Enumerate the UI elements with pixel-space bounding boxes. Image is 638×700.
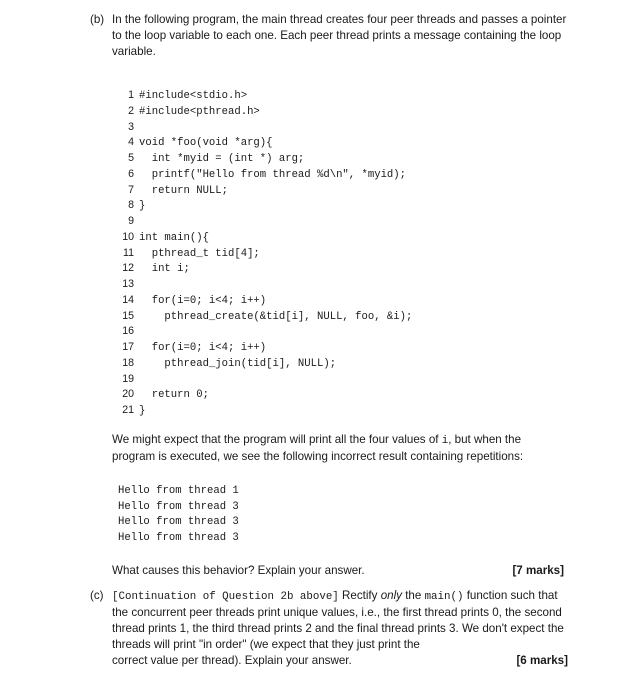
program-output [118,484,239,546]
code-text: return NULL; [139,184,229,197]
code-line [118,403,412,419]
code-text: int *myid = (int *) arg; [139,153,305,165]
code-text: pthread_create(&tid[i], NULL, foo, &i); [139,310,413,323]
main-function-name: main() [424,591,464,603]
question-c-marks: [6 marks] [516,654,568,667]
line-number: 3 [128,120,134,133]
question-b-prompt-row [112,563,564,579]
line-number: 4 [128,136,134,149]
output-line: Hello from thread 1 [118,485,239,497]
line-number: 9 [128,215,134,227]
line-number: 5 [128,152,134,164]
line-number: 21 [122,404,134,416]
question-b-intro [90,12,570,60]
code-line [118,293,412,309]
code-line [118,277,412,293]
question-b-text: In the following program, the main thread creates four peer threads and passes a pointer to the loop variable to each one. Each peer thread prints a message containing the loop variable. [112,13,567,58]
code-text: for(i=0; i<4; i++) [139,294,267,307]
code-line [118,167,412,183]
question-c-text [112,588,568,669]
code-line [118,135,412,151]
code-line [118,356,412,372]
line-number: 10 [122,230,134,243]
question-b-marks: [7 marks] [512,564,564,577]
expectation-text-after: , but when the program is executed, we see the following incorrect result containing repetitions: [112,433,524,463]
line-number: 14 [122,293,134,306]
code-line [118,183,412,199]
line-number: 7 [128,183,134,196]
code-text: void *foo(void *arg){ [139,137,273,150]
expectation-text-before: We might expect that the program will print all the four values of [112,433,439,446]
output-line: Hello from thread 3 [118,500,239,513]
code-line [118,88,412,104]
line-number: 17 [122,341,134,353]
code-text: pthread_t tid[4]; [139,247,260,260]
code-line [118,120,412,136]
question-c-last-line: correct value per thread). Explain your answer. [112,654,352,667]
line-number: 12 [122,262,134,275]
code-text: int main(){ [139,231,209,244]
code-line [118,214,412,230]
line-number: 11 [123,246,134,259]
code-text: printf("Hello from thread %d\n", *myid); [139,168,407,181]
line-number: 18 [122,356,134,369]
code-line [118,104,412,120]
question-b-label: (b) [90,13,105,26]
question-c [90,588,568,669]
code-text: } [139,405,146,417]
output-line: Hello from thread 3 [118,516,239,528]
line-number: 16 [122,325,134,338]
line-number: 2 [128,104,134,117]
code-text: return 0; [139,389,209,402]
code-line [118,387,412,403]
code-listing [118,88,412,419]
question-b-prompt: What causes this behavior? Explain your answer. [112,564,365,577]
code-line [118,340,412,356]
code-text: #include<stdio.h> [139,90,248,102]
code-line [118,309,412,325]
code-text: #include<pthread.h> [139,105,260,118]
output-line: Hello from thread 3 [118,531,239,544]
line-number: 13 [122,278,134,290]
line-number: 6 [128,167,134,180]
loop-variable-name: i [441,435,449,447]
line-number: 20 [122,388,134,401]
code-line [118,324,412,340]
code-text: pthread_join(tid[i], NULL); [139,357,337,370]
the-word: the [405,589,422,602]
continuation-note: [Continuation of Question 2b above] [112,591,339,603]
line-number: 15 [122,309,134,322]
question-c-label: (c) [90,589,104,602]
only-word: only [380,589,402,602]
rectify-word: Rectify [342,589,378,602]
code-text: } [139,200,146,213]
question-c-body: function such that the concurrent peer threads print unique values, i.e., the first thread prints 0, the second thread prints 1, the third thread prints 2 and the final thread prints 3. We don't expect the threads will print "in order" (we expect that they just print the [112,589,564,651]
code-line [118,372,412,388]
code-line [118,230,412,246]
line-number: 8 [128,199,134,212]
expectation-paragraph [112,432,567,465]
code-text: int i; [139,263,190,276]
line-number: 19 [122,372,134,385]
question-c-last-row [112,653,568,669]
code-line [118,246,412,262]
line-number: 1 [128,89,134,101]
code-line [118,151,412,167]
code-line [118,198,412,214]
code-line [118,261,412,277]
code-text: for(i=0; i<4; i++) [139,342,267,354]
